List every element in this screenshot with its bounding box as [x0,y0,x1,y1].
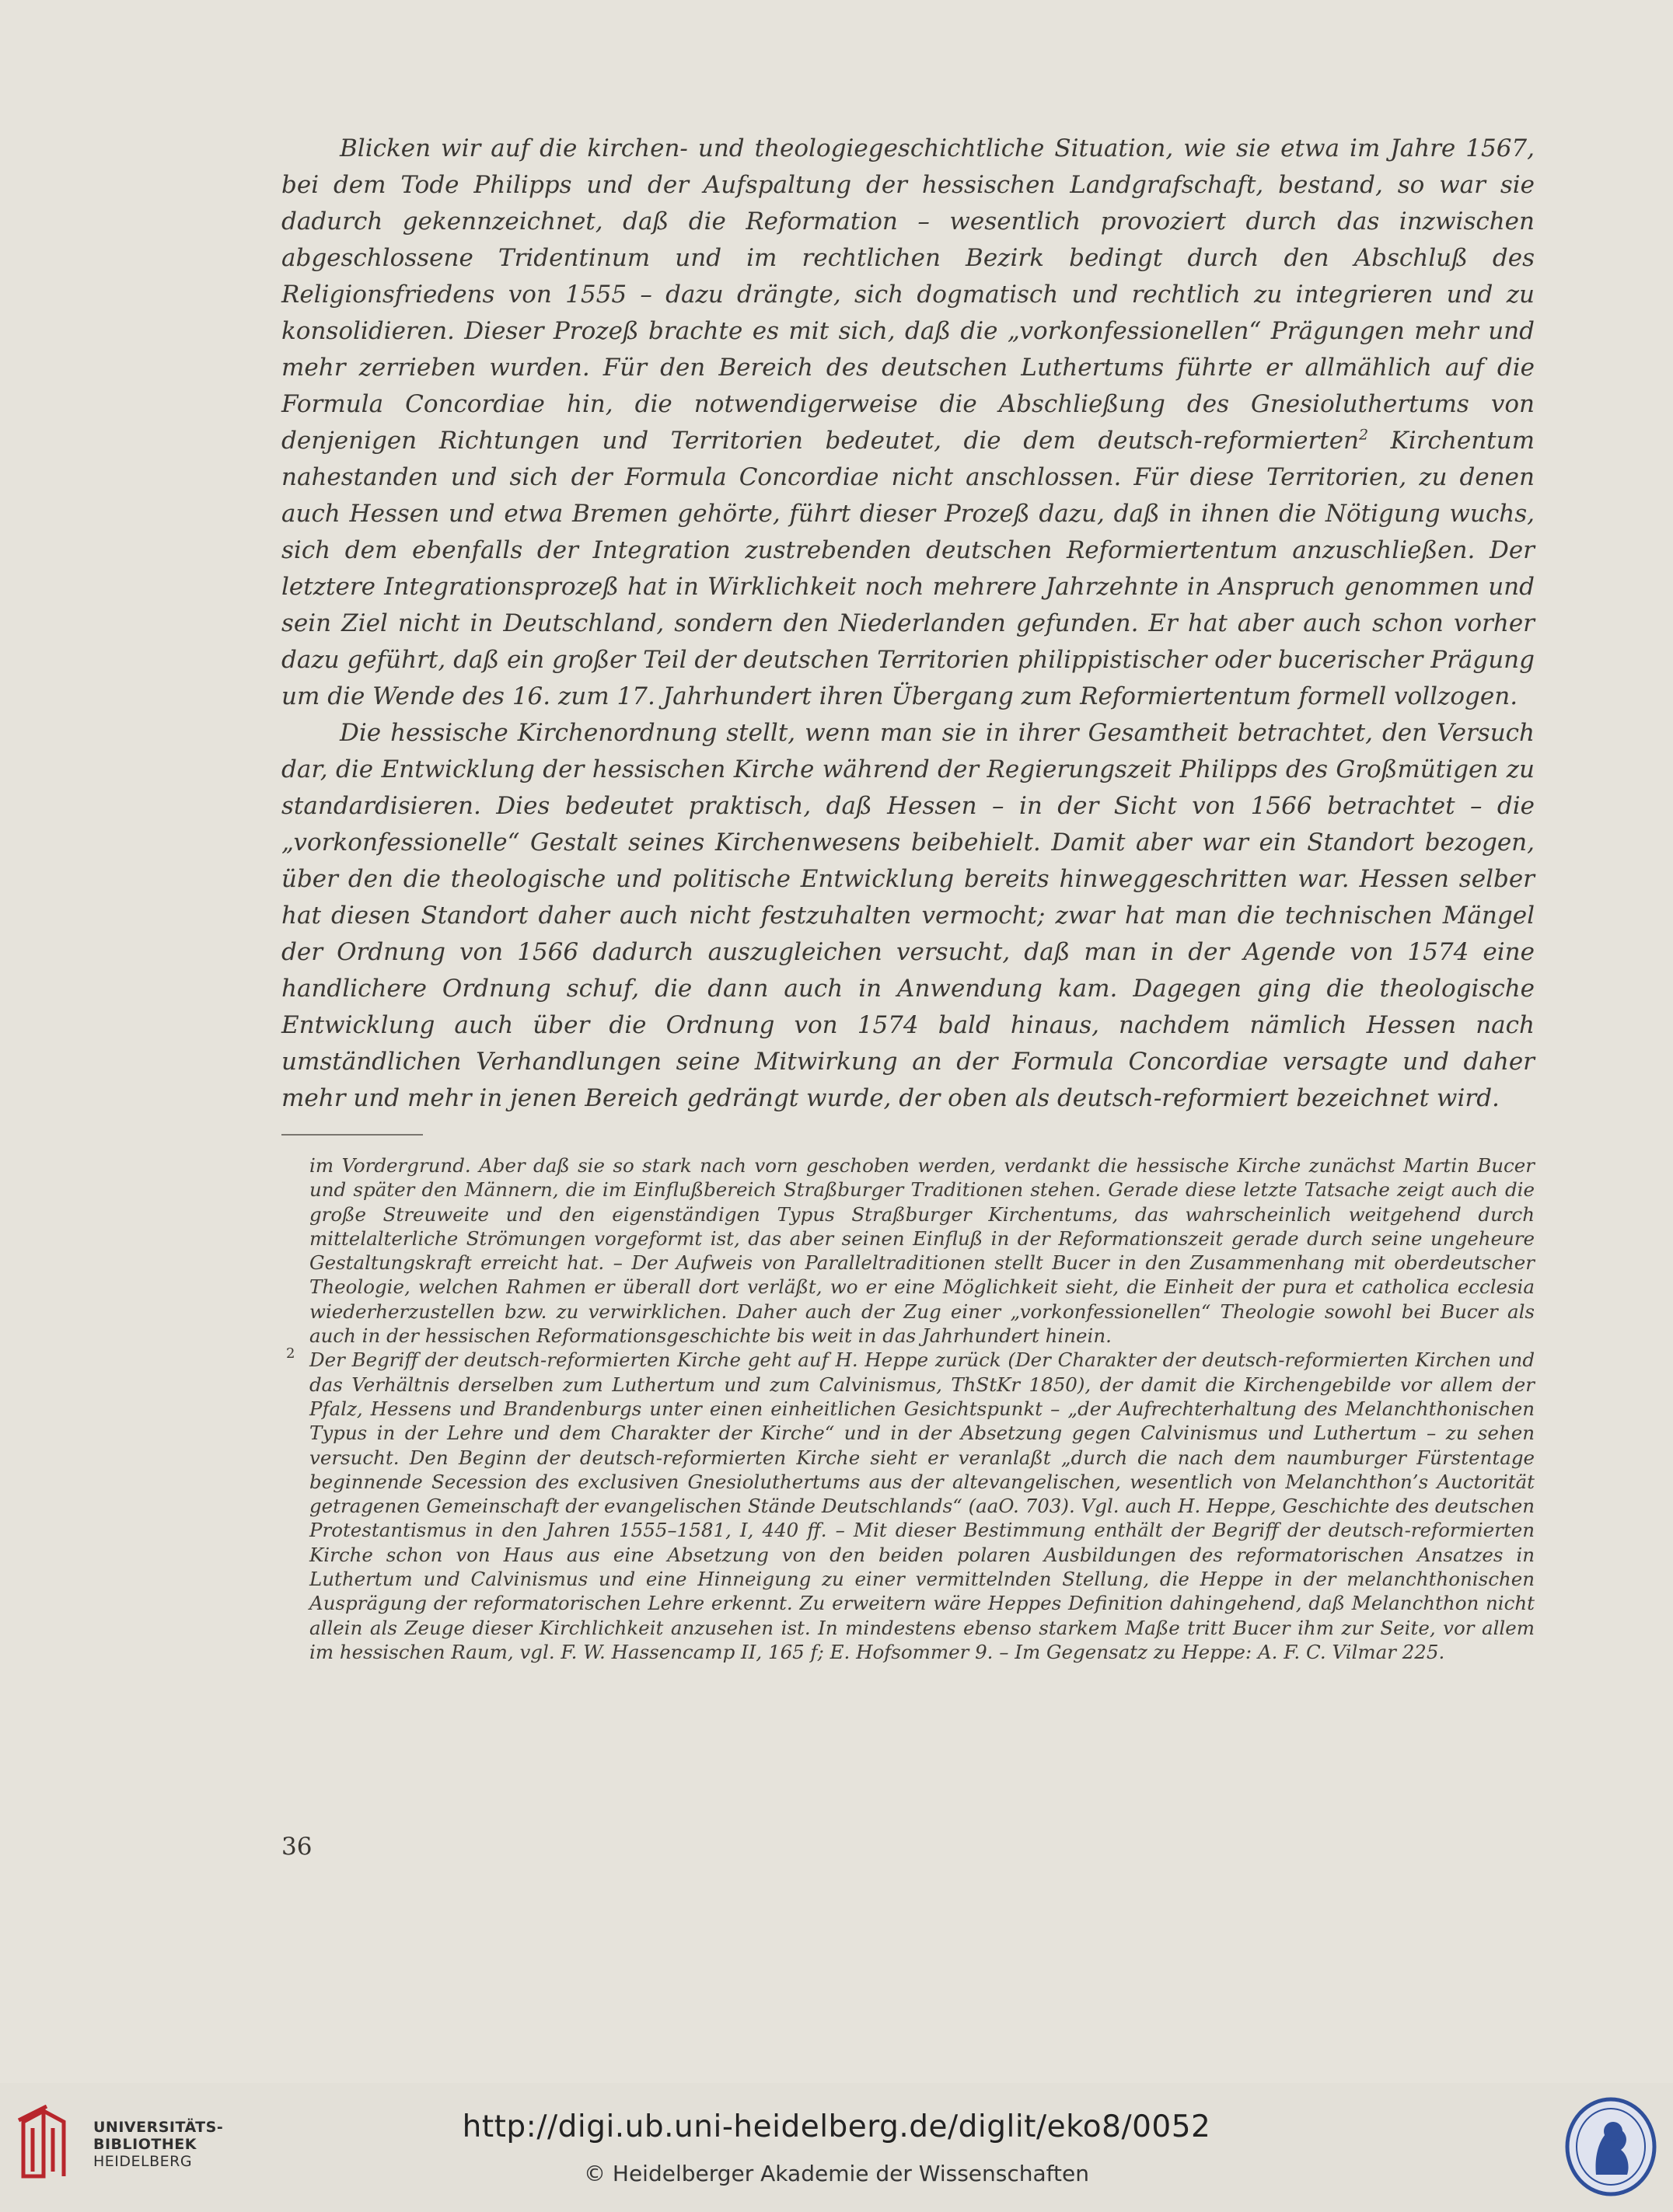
paragraph-1-text-b: Kirchentum nahestanden und sich der Formula Concordiae nicht anschlossen. Für diese Territorien, zu denen auch Hessen und etwa Bremen gehörte, führt dieser Prozeß dazu, daß in ihnen die Nötigung wuchs, sich dem ebenfalls der Integration zustrebenden deutschen Reformiertentum anzuschließen. Der letztere Integrationsprozeß hat in Wirklichkeit noch mehrere Jahrzehnte in Anspruch genommen und sein Ziel nicht in Deutschland, sondern den Niederlanden gefunden. Er hat aber auch schon vorher dazu geführt, daß ein großer Teil der deutschen Territorien philippistischer oder bucerischer Prägung um die Wende des 16. zum 17. Jahrhundert ihren Übergang zum Reformiertentum formell vollzogen. [281,427,1535,710]
footnote-2-number: 2 [286,1345,295,1362]
footnote-ref-2[interactable]: 2 [1359,426,1369,444]
footnote-2-text: Der Begriff der deutsch-reformierten Kirche geht auf H. Heppe zurück (Der Charakter der deutsch-reformierten Kirchen und das Verhältnis derselben zum Luthertum und zum Calvinismus, ThStKr 1850), der damit die Kirchengebilde vor allem der Pfalz, Hessens und Brandenburgs unter einen einheitlichen Gesichtspunkt – „der Aufrechterhaltung des Melanchthonischen Typus in der Lehre und dem Charakter der Kirche“ und in der Absetzung gegen Calvinismus und Luthertum – zu sehen versucht. Den Beginn der deutsch-reformierten Kirche sieht er veranlaßt „durch die nach dem naumburger Fürstentage beginnende Secession des exclusiven Gnesioluthertums aus der altevangelischen, wesentlich von Melanchthon’s Auctorität getragenen Gemeinschaft der evangelischen Stände Deutschlands“ (aaO. 703). Vgl. auch H. Heppe, Geschichte des deutschen Protestantismus in den Jahren 1555–1581, I, 440 ff. – Mit dieser Bestimmung enthält der Begriff der deutsch-reformierten Kirche schon von Haus aus eine Absetzung von den beiden polaren Ausbildungen des reformatorischen Ansatzes in Luthertum und Calvinismus und eine Hinneigung zu einer vermittelnden Stellung, die Heppe in der melanchthonischen Ausprägung der reformatorischen Lehre erkennt. Zu erweitern wäre Heppes Definition dahingehend, daß Melanchthon nicht allein als Zeuge dieser Kirchlichkeit anzusehen ist. In mindestens ebenso starkem Maße tritt Bucer ihm zur Seite, vor allem im hessischen Raum, vgl. F. W. Hassencamp II, 165 f; E. Hofsommer 9. – Im Gegensatz zu Heppe: A. F. C. Vilmar 225. [309,1348,1535,1663]
footnote-continuation: im Vordergrund. Aber daß sie so stark nach vorn geschoben werden, verdankt die hessische Kirche zunächst Martin Bucer und später den Männern, die im Einflußbereich Straßburger Traditionen stehen. Gerade diese letzte Tatsache zeigt auch die große Streuweite und den eigenständigen Typus Straßburger Kirchentums, das wahrscheinlich weitgehend durch mittelalterliche Strömungen vorgeformt ist, das aber seinen Einfluß in der Reformationszeit gerade durch seine ungeheure Gestaltungskraft erreicht hat. – Der Aufweis von Paralleltraditionen stellt Bucer in den Zusammenhang mit oberdeutscher Theologie, welchen Rahmen er überall dort verläßt, wo er eine Möglichkeit sieht, die Einheit der pura et catholica ecclesia wiederherzustellen bzw. zu verwirklichen. Daher auch der Zug einer „vorkonfessionellen“ Theologie sowohl bei Bucer als auch in der hessischen Reformationsgeschichte bis weit in das Jahrhundert hinein. [309,1154,1535,1348]
logo-line-1: UNIVERSITÄTS- [93,2119,224,2136]
viewer-footer [0,2083,1673,2212]
footnote-2 [281,1345,1535,1664]
copyright-notice: © Heidelberger Akademie der Wissenschaften [583,2161,1089,2186]
main-text [281,131,1535,1117]
paragraph-2: Die hessische Kirchenordnung stellt, wenn man sie in ihrer Gesamtheit betrachtet, den Versuch dar, die Entwicklung der hessischen Kirche während der Regierungszeit Philipps des Großmütigen zu standardisieren. Dies bedeutet praktisch, daß Hessen – in der Sicht von 1566 betrachtet – die „vorkonfessionelle“ Gestalt seines Kirchenwesens beibehielt. Damit aber war ein Standort bezogen, über den die theologische und politische Entwicklung bereits hinweggeschritten war. Hessen selber hat diesen Standort daher auch nicht festzuhalten vermocht; zwar hat man die technischen Mängel der Ordnung von 1566 dadurch auszugleichen versucht, daß man in der Agende von 1574 eine handlichere Ordnung schuf, die dann auch in Anwendung kam. Dagegen ging die theologische Entwicklung auch über die Ordnung von 1574 bald hinaus, nachdem nämlich Hessen nach umständlichen Verhandlungen seine Mitwirkung an der Formula Concordiae versagte und daher mehr und mehr in jenen Bereich gedrängt wurde, der oben als deutsch-reformiert bezeichnet wird. [281,719,1535,1112]
footnote-separator [281,1134,423,1136]
paragraph-1 [281,131,1535,715]
footnotes [281,1153,1535,1664]
logo-line-2: BIBLIOTHEK [93,2136,197,2153]
logo-line-3: HEIDELBERG [93,2153,193,2170]
permalink-url[interactable]: http://digi.ub.uni-heidelberg.de/diglit/eko8/0052 [462,2109,1211,2144]
page-number: 36 [281,1833,313,1861]
paragraph-1-text-a: Blicken wir auf die kirchen- und theologiegeschichtliche Situation, wie sie etwa im Jahre 1567, bei dem Tode Philipps und der Aufspaltung der hessischen Landgrafschaft, bestand, so war sie dadurch gekennzeichnet, daß die Reformation – wesentlich provoziert durch das inzwischen abgeschlossene Tridentinum und im rechtlichen Bezirk bedingt durch den Abschluß des Religionsfriedens von 1555 – dazu drängte, sich dogmatisch und rechtlich zu integrieren und zu konsolidieren. Dieser Prozeß brachte es mit sich, daß die „vorkonfessionellen“ Prägungen mehr und mehr zerrieben wurden. Für den Bereich des deutschen Luthertums führte er allmählich auf die Formula Concordiae hin, die notwendigerweise die Abschließung des Gnesioluthertums von denjenigen Richtungen und Territorien bedeutet, die dem deutsch-reformierten [281,134,1535,455]
academy-seal-icon[interactable] [1565,2097,1657,2196]
